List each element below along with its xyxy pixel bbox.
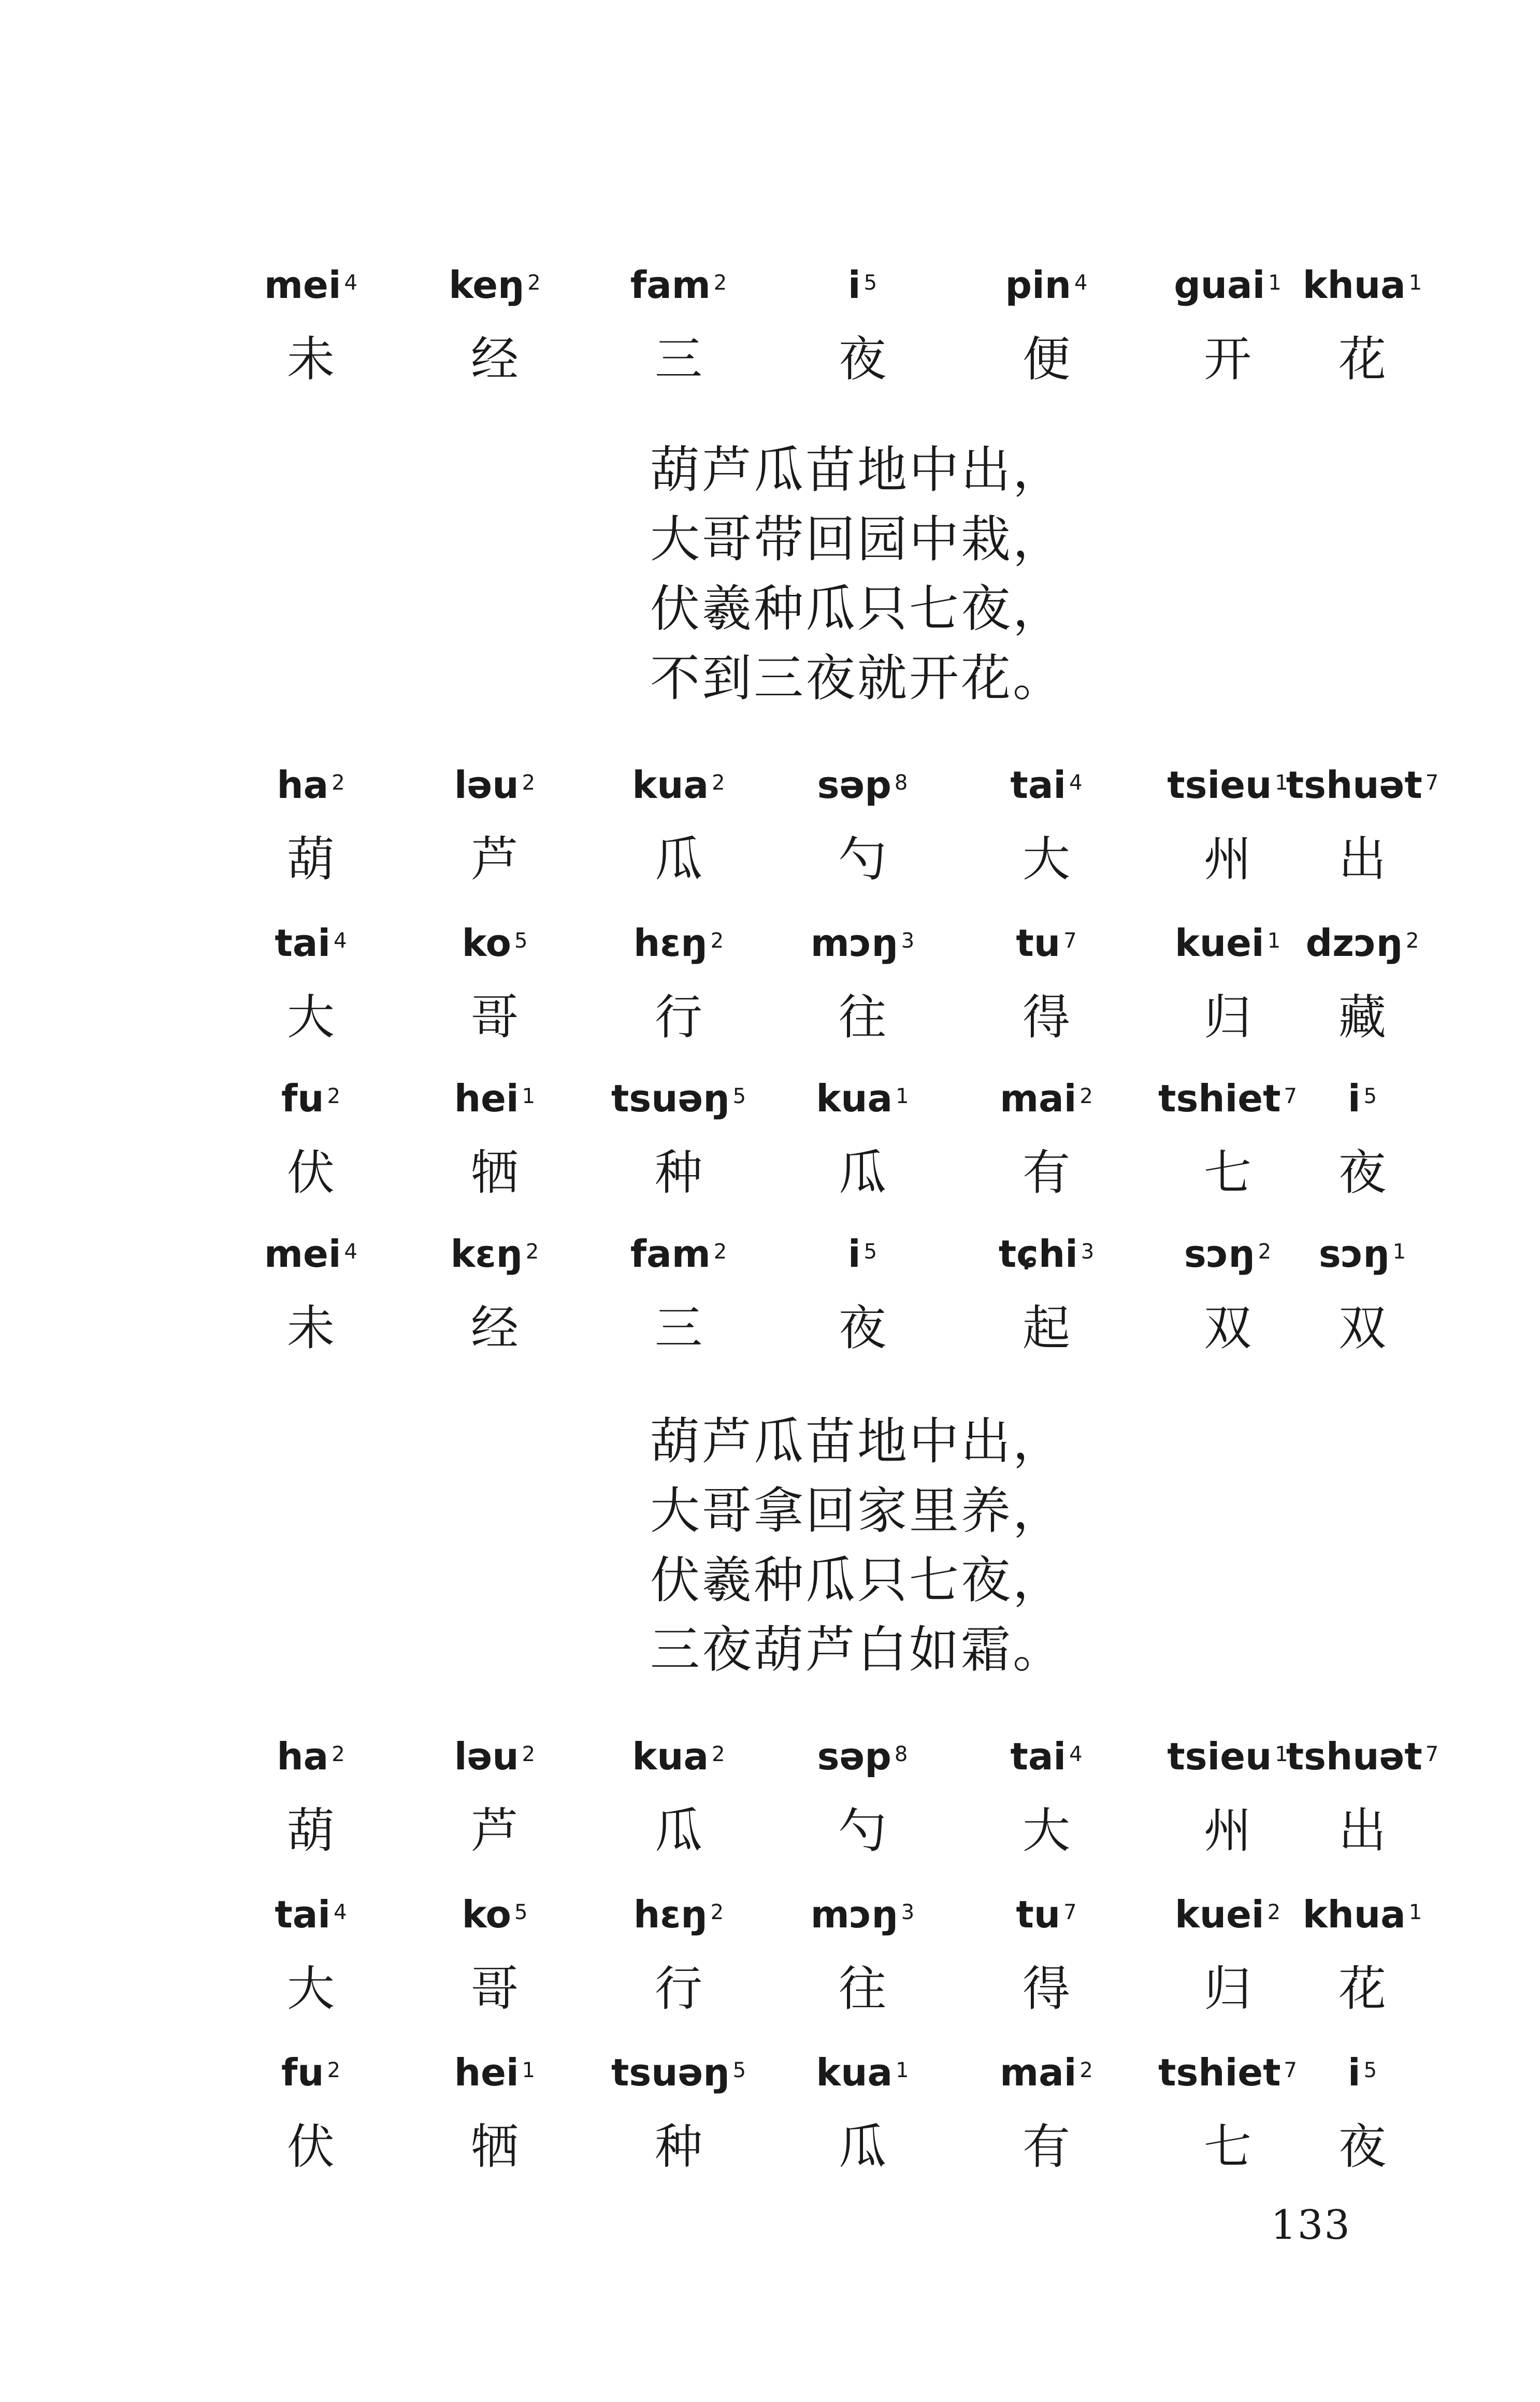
tone-number: 5 — [514, 1900, 528, 1924]
syllable-cell — [1264, 1075, 1461, 1202]
tone-number: 1 — [522, 1084, 536, 1108]
chinese-character: 往 — [838, 990, 886, 1045]
tone-number: 4 — [334, 929, 347, 953]
chinese-character: 三 — [654, 1300, 702, 1356]
syllable-cell — [948, 1733, 1145, 1860]
romanization — [580, 1075, 777, 1122]
romanization-syllable: kua — [632, 763, 709, 807]
tone-number: 4 — [1069, 1742, 1083, 1766]
syllable-cell — [212, 920, 409, 1046]
syllable-cell — [396, 1075, 593, 1202]
romanization — [948, 2049, 1145, 2096]
chinese-character: 归 — [1203, 1961, 1251, 2017]
chinese-character: 种 — [654, 2119, 702, 2175]
syllable-cell — [948, 2049, 1145, 2176]
tone-number: 5 — [732, 1084, 746, 1108]
verse-stanza-2 — [650, 1407, 1064, 1684]
romanization — [212, 262, 409, 308]
tone-number: 5 — [1363, 1084, 1377, 1108]
tone-number: 4 — [334, 1900, 347, 1924]
romanization-syllable: hei — [454, 2051, 519, 2094]
romanization-syllable: mai — [1000, 1077, 1077, 1120]
chinese-character: 葫 — [286, 1803, 335, 1858]
romanization — [396, 1231, 593, 1277]
verse-line: 葫芦瓜苗地中出， — [650, 1412, 1064, 1470]
romanization — [396, 2049, 593, 2096]
tone-number: 5 — [863, 1240, 877, 1264]
romanization-syllable: hɛŋ — [633, 1893, 708, 1936]
chinese-character: 夜 — [838, 332, 886, 387]
syllable-cell — [1264, 262, 1461, 388]
syllable-cell — [1264, 1733, 1461, 1860]
tone-number: 1 — [522, 2058, 536, 2082]
tone-number: 1 — [896, 2058, 909, 2082]
syllable-cell — [396, 262, 593, 388]
romanization — [580, 920, 777, 966]
romanization — [212, 762, 409, 808]
verse-line: 三夜葫芦白如霜。 — [650, 1621, 1064, 1679]
tone-number: 2 — [1405, 929, 1419, 953]
romanization — [1264, 1891, 1461, 1938]
romanization-syllable: tai — [1010, 763, 1067, 807]
tone-number: 2 — [525, 1240, 539, 1264]
tone-number: 2 — [710, 1900, 724, 1924]
romanization-syllable: kua — [632, 1735, 709, 1778]
syllable-cell — [948, 1075, 1145, 1202]
chinese-character: 出 — [1338, 832, 1386, 887]
romanization — [212, 1891, 409, 1938]
chinese-character: 得 — [1022, 1961, 1070, 2017]
tone-number: 1 — [896, 1084, 909, 1108]
romanization — [396, 1891, 593, 1938]
verse-line: 伏羲种瓜只七夜， — [650, 1551, 1064, 1609]
romanization-syllable: guai — [1174, 263, 1265, 307]
romanization-syllable: tshuət — [1286, 763, 1422, 807]
chinese-character: 经 — [470, 1300, 519, 1356]
syllable-cell — [948, 920, 1145, 1046]
chinese-character: 七 — [1203, 2119, 1251, 2175]
syllable-cell — [212, 1733, 409, 1860]
romanization — [1264, 1231, 1461, 1277]
chinese-character: 出 — [1338, 1803, 1386, 1858]
romanization — [764, 1231, 961, 1277]
syllable-cell — [212, 2049, 409, 2176]
chinese-character: 归 — [1203, 990, 1251, 1045]
romanization — [396, 1075, 593, 1122]
verse-line: 大哥拿回家里养， — [650, 1482, 1064, 1540]
romanization-syllable: kua — [816, 1077, 893, 1120]
romanization — [580, 1231, 777, 1277]
chinese-character: 七 — [1203, 1145, 1251, 1200]
romanization — [764, 762, 961, 808]
romanization — [1264, 1733, 1461, 1780]
chinese-character: 双 — [1203, 1300, 1251, 1356]
tone-number: 5 — [863, 271, 877, 295]
romanization-syllable: tsuəŋ — [611, 2051, 730, 2094]
syllable-cell — [764, 2049, 961, 2176]
chinese-character: 勺 — [838, 832, 886, 887]
romanization-syllable: tai — [275, 921, 331, 965]
tone-number: 4 — [344, 271, 357, 295]
romanization-syllable: i — [1347, 2051, 1361, 2094]
romanization-syllable: hɛŋ — [633, 921, 708, 965]
tone-number: 2 — [1080, 2058, 1093, 2082]
romanization — [212, 920, 409, 966]
romanization — [580, 1733, 777, 1780]
tone-number: 2 — [1258, 1240, 1272, 1264]
romanization-syllable: ləu — [454, 1735, 519, 1778]
romanization-syllable: kuei — [1174, 1893, 1264, 1936]
syllable-cell — [212, 1891, 409, 2018]
chinese-character: 经 — [470, 332, 519, 387]
syllable-cell — [580, 1231, 777, 1357]
syllable-cell — [212, 262, 409, 388]
syllable-cell — [580, 762, 777, 888]
romanization-syllable: mɔŋ — [810, 1893, 898, 1936]
romanization — [212, 2049, 409, 2096]
syllable-cell — [1264, 762, 1461, 888]
tone-number: 2 — [1080, 1084, 1093, 1108]
romanization — [948, 1075, 1145, 1122]
verse-line: 不到三夜就开花。 — [650, 649, 1064, 707]
tone-number: 2 — [522, 771, 536, 795]
romanization-syllable: tshuət — [1286, 1735, 1422, 1778]
romanization-syllable: khua — [1302, 1893, 1406, 1936]
chinese-character: 双 — [1338, 1300, 1386, 1356]
tone-number: 2 — [712, 771, 725, 795]
tone-number: 2 — [1267, 1900, 1281, 1924]
romanization-syllable: i — [847, 1232, 861, 1276]
chinese-character: 夜 — [838, 1300, 886, 1356]
tone-number: 2 — [332, 1742, 345, 1766]
romanization-syllable: ləu — [454, 763, 519, 807]
romanization-syllable: tsieu — [1167, 763, 1272, 807]
syllable-cell — [212, 762, 409, 888]
chinese-character: 大 — [1022, 1803, 1070, 1858]
chinese-character: 花 — [1338, 332, 1386, 387]
chinese-character: 哥 — [470, 990, 519, 1045]
tone-number: 1 — [1408, 271, 1422, 295]
syllable-cell — [764, 762, 961, 888]
syllable-cell — [764, 1733, 961, 1860]
chinese-character: 芦 — [470, 1803, 519, 1858]
tone-number: 2 — [710, 929, 724, 953]
romanization-syllable: tu — [1016, 921, 1061, 965]
romanization-syllable: tsuəŋ — [611, 1077, 730, 1120]
chinese-character: 勺 — [838, 1803, 886, 1858]
syllable-cell — [580, 1075, 777, 1202]
syllable-cell — [580, 1891, 777, 2018]
romanization-syllable: fu — [281, 2051, 324, 2094]
romanization-syllable: kua — [816, 2051, 893, 2094]
syllable-cell — [1264, 2049, 1461, 2176]
romanization — [396, 762, 593, 808]
romanization — [764, 1891, 961, 1938]
tone-number: 5 — [1363, 2058, 1377, 2082]
chinese-character: 大 — [286, 1961, 335, 2017]
syllable-cell — [764, 262, 961, 388]
romanization-syllable: mai — [1000, 2051, 1077, 2094]
chinese-character: 有 — [1022, 2119, 1070, 2175]
romanization-syllable: tai — [1010, 1735, 1067, 1778]
romanization — [1264, 1075, 1461, 1122]
chinese-character: 瓜 — [654, 832, 702, 887]
romanization — [580, 1891, 777, 1938]
syllable-cell — [1264, 920, 1461, 1046]
romanization — [948, 1231, 1145, 1277]
tone-number: 1 — [1275, 1742, 1288, 1766]
tone-number: 2 — [712, 1742, 725, 1766]
tone-number: 1 — [1392, 1240, 1406, 1264]
tone-number: 5 — [514, 929, 528, 953]
romanization-syllable: dzɔŋ — [1305, 921, 1403, 965]
chinese-character: 牺 — [470, 1145, 519, 1200]
chinese-character: 往 — [838, 1961, 886, 2017]
chinese-character: 未 — [286, 332, 335, 387]
chinese-character: 州 — [1203, 1803, 1251, 1858]
romanization — [580, 2049, 777, 2096]
syllable-cell — [1264, 1231, 1461, 1357]
tone-number: 7 — [1284, 1084, 1297, 1108]
tone-number: 4 — [1069, 771, 1083, 795]
chinese-character: 藏 — [1338, 990, 1386, 1045]
tone-number: 4 — [1074, 271, 1088, 295]
syllable-cell — [1264, 1891, 1461, 2018]
tone-number: 7 — [1063, 1900, 1077, 1924]
tone-number: 7 — [1425, 771, 1439, 795]
chinese-character: 行 — [654, 1961, 702, 2017]
chinese-character: 开 — [1203, 332, 1251, 387]
romanization-syllable: kuei — [1174, 921, 1264, 965]
romanization — [764, 262, 961, 308]
tone-number: 2 — [527, 271, 541, 295]
romanization-syllable: ha — [277, 1735, 329, 1778]
tone-number: 1 — [1268, 271, 1282, 295]
romanization-syllable: ko — [462, 1893, 511, 1936]
tone-number: 8 — [894, 771, 908, 795]
syllable-cell — [580, 920, 777, 1046]
romanization-syllable: səp — [817, 1735, 891, 1778]
chinese-character: 花 — [1338, 1961, 1386, 2017]
romanization — [396, 262, 593, 308]
chinese-character: 牺 — [470, 2119, 519, 2175]
syllable-cell — [764, 1231, 961, 1357]
romanization — [212, 1733, 409, 1780]
romanization — [396, 1733, 593, 1780]
tone-number: 2 — [327, 2058, 341, 2082]
romanization-syllable: ha — [277, 763, 329, 807]
syllable-cell — [764, 920, 961, 1046]
syllable-cell — [948, 762, 1145, 888]
romanization-syllable: tu — [1016, 1893, 1061, 1936]
romanization — [764, 1733, 961, 1780]
tone-number: 8 — [894, 1742, 908, 1766]
syllable-cell — [396, 1733, 593, 1860]
page-number: 133 — [1271, 2202, 1351, 2249]
chinese-character: 伏 — [286, 2119, 335, 2175]
romanization — [1264, 262, 1461, 308]
romanization — [948, 762, 1145, 808]
syllable-cell — [212, 1075, 409, 1202]
romanization-syllable: mɔŋ — [810, 921, 898, 965]
chinese-character: 大 — [286, 990, 335, 1045]
tone-number: 1 — [1267, 929, 1281, 953]
romanization-syllable: keŋ — [449, 263, 525, 307]
syllable-cell — [212, 1231, 409, 1357]
romanization-syllable: fam — [630, 263, 711, 307]
syllable-cell — [396, 2049, 593, 2176]
romanization-syllable: tɕhi — [998, 1232, 1078, 1276]
tone-number: 7 — [1425, 1742, 1439, 1766]
tone-number: 1 — [1275, 771, 1288, 795]
chinese-character: 得 — [1022, 990, 1070, 1045]
romanization-syllable: mei — [264, 263, 341, 307]
chinese-character: 夜 — [1338, 2119, 1386, 2175]
tone-number: 2 — [327, 1084, 341, 1108]
romanization-syllable: fam — [630, 1232, 711, 1276]
romanization — [764, 1075, 961, 1122]
romanization — [580, 262, 777, 308]
tone-number: 7 — [1063, 929, 1077, 953]
chinese-character: 便 — [1022, 332, 1070, 387]
chinese-character: 哥 — [470, 1961, 519, 2017]
syllable-cell — [396, 1231, 593, 1357]
romanization-syllable: tshiet — [1158, 1077, 1281, 1120]
chinese-character: 芦 — [470, 832, 519, 887]
chinese-character: 大 — [1022, 832, 1070, 887]
romanization-syllable: tai — [275, 1893, 331, 1936]
tone-number: 2 — [332, 771, 345, 795]
tone-number: 1 — [1408, 1900, 1422, 1924]
tone-number: 5 — [732, 2058, 746, 2082]
chinese-character: 三 — [654, 332, 702, 387]
syllable-cell — [764, 1891, 961, 2018]
chinese-character: 伏 — [286, 1145, 335, 1200]
tone-number: 2 — [522, 1742, 536, 1766]
syllable-cell — [580, 1733, 777, 1860]
syllable-cell — [580, 2049, 777, 2176]
tone-number: 4 — [344, 1240, 357, 1264]
romanization-syllable: i — [1347, 1077, 1361, 1120]
chinese-character: 起 — [1022, 1300, 1070, 1356]
romanization — [948, 920, 1145, 966]
chinese-character: 瓜 — [654, 1803, 702, 1858]
verse-line: 伏羲种瓜只七夜， — [650, 580, 1064, 638]
chinese-character: 种 — [654, 1145, 702, 1200]
tone-number: 3 — [901, 1900, 915, 1924]
romanization-syllable: ko — [462, 921, 511, 965]
chinese-character: 有 — [1022, 1145, 1070, 1200]
tone-number: 7 — [1284, 2058, 1297, 2082]
syllable-cell — [764, 1075, 961, 1202]
romanization-syllable: i — [847, 263, 861, 307]
tone-number: 2 — [713, 271, 727, 295]
syllable-cell — [580, 262, 777, 388]
syllable-cell — [948, 1231, 1145, 1357]
chinese-character: 行 — [654, 990, 702, 1045]
chinese-character: 夜 — [1338, 1145, 1386, 1200]
tone-number: 3 — [901, 929, 915, 953]
romanization — [1264, 2049, 1461, 2096]
romanization — [212, 1075, 409, 1122]
romanization — [580, 762, 777, 808]
syllable-cell — [948, 262, 1145, 388]
verse-line: 葫芦瓜苗地中出， — [650, 441, 1064, 499]
romanization-syllable: kɛŋ — [450, 1232, 523, 1276]
romanization — [396, 920, 593, 966]
syllable-cell — [396, 1891, 593, 2018]
romanization-syllable: tshiet — [1158, 2051, 1281, 2094]
romanization — [212, 1231, 409, 1277]
romanization — [1264, 762, 1461, 808]
syllable-cell — [396, 920, 593, 1046]
romanization-syllable: səp — [817, 763, 891, 807]
romanization — [1264, 920, 1461, 966]
chinese-character: 葫 — [286, 832, 335, 887]
chinese-character: 瓜 — [838, 2119, 886, 2175]
romanization-syllable: mei — [264, 1232, 341, 1276]
chinese-character: 瓜 — [838, 1145, 886, 1200]
verse-stanza-1 — [650, 435, 1064, 713]
romanization-syllable: khua — [1302, 263, 1406, 307]
syllable-cell — [396, 762, 593, 888]
tone-number: 2 — [713, 1240, 727, 1264]
romanization-syllable: fu — [281, 1077, 324, 1120]
romanization — [948, 262, 1145, 308]
romanization-syllable: pin — [1005, 263, 1072, 307]
romanization — [948, 1733, 1145, 1780]
verse-line: 大哥带回园中栽， — [650, 510, 1064, 568]
romanization — [948, 1891, 1145, 1938]
romanization — [764, 2049, 961, 2096]
tone-number: 3 — [1081, 1240, 1095, 1264]
romanization-syllable: tsieu — [1167, 1735, 1272, 1778]
chinese-character: 未 — [286, 1300, 335, 1356]
romanization-syllable: hei — [454, 1077, 519, 1120]
romanization-syllable: sɔŋ — [1318, 1232, 1390, 1276]
syllable-cell — [948, 1891, 1145, 2018]
chinese-character: 州 — [1203, 832, 1251, 887]
romanization-syllable: sɔŋ — [1184, 1232, 1255, 1276]
romanization — [764, 920, 961, 966]
